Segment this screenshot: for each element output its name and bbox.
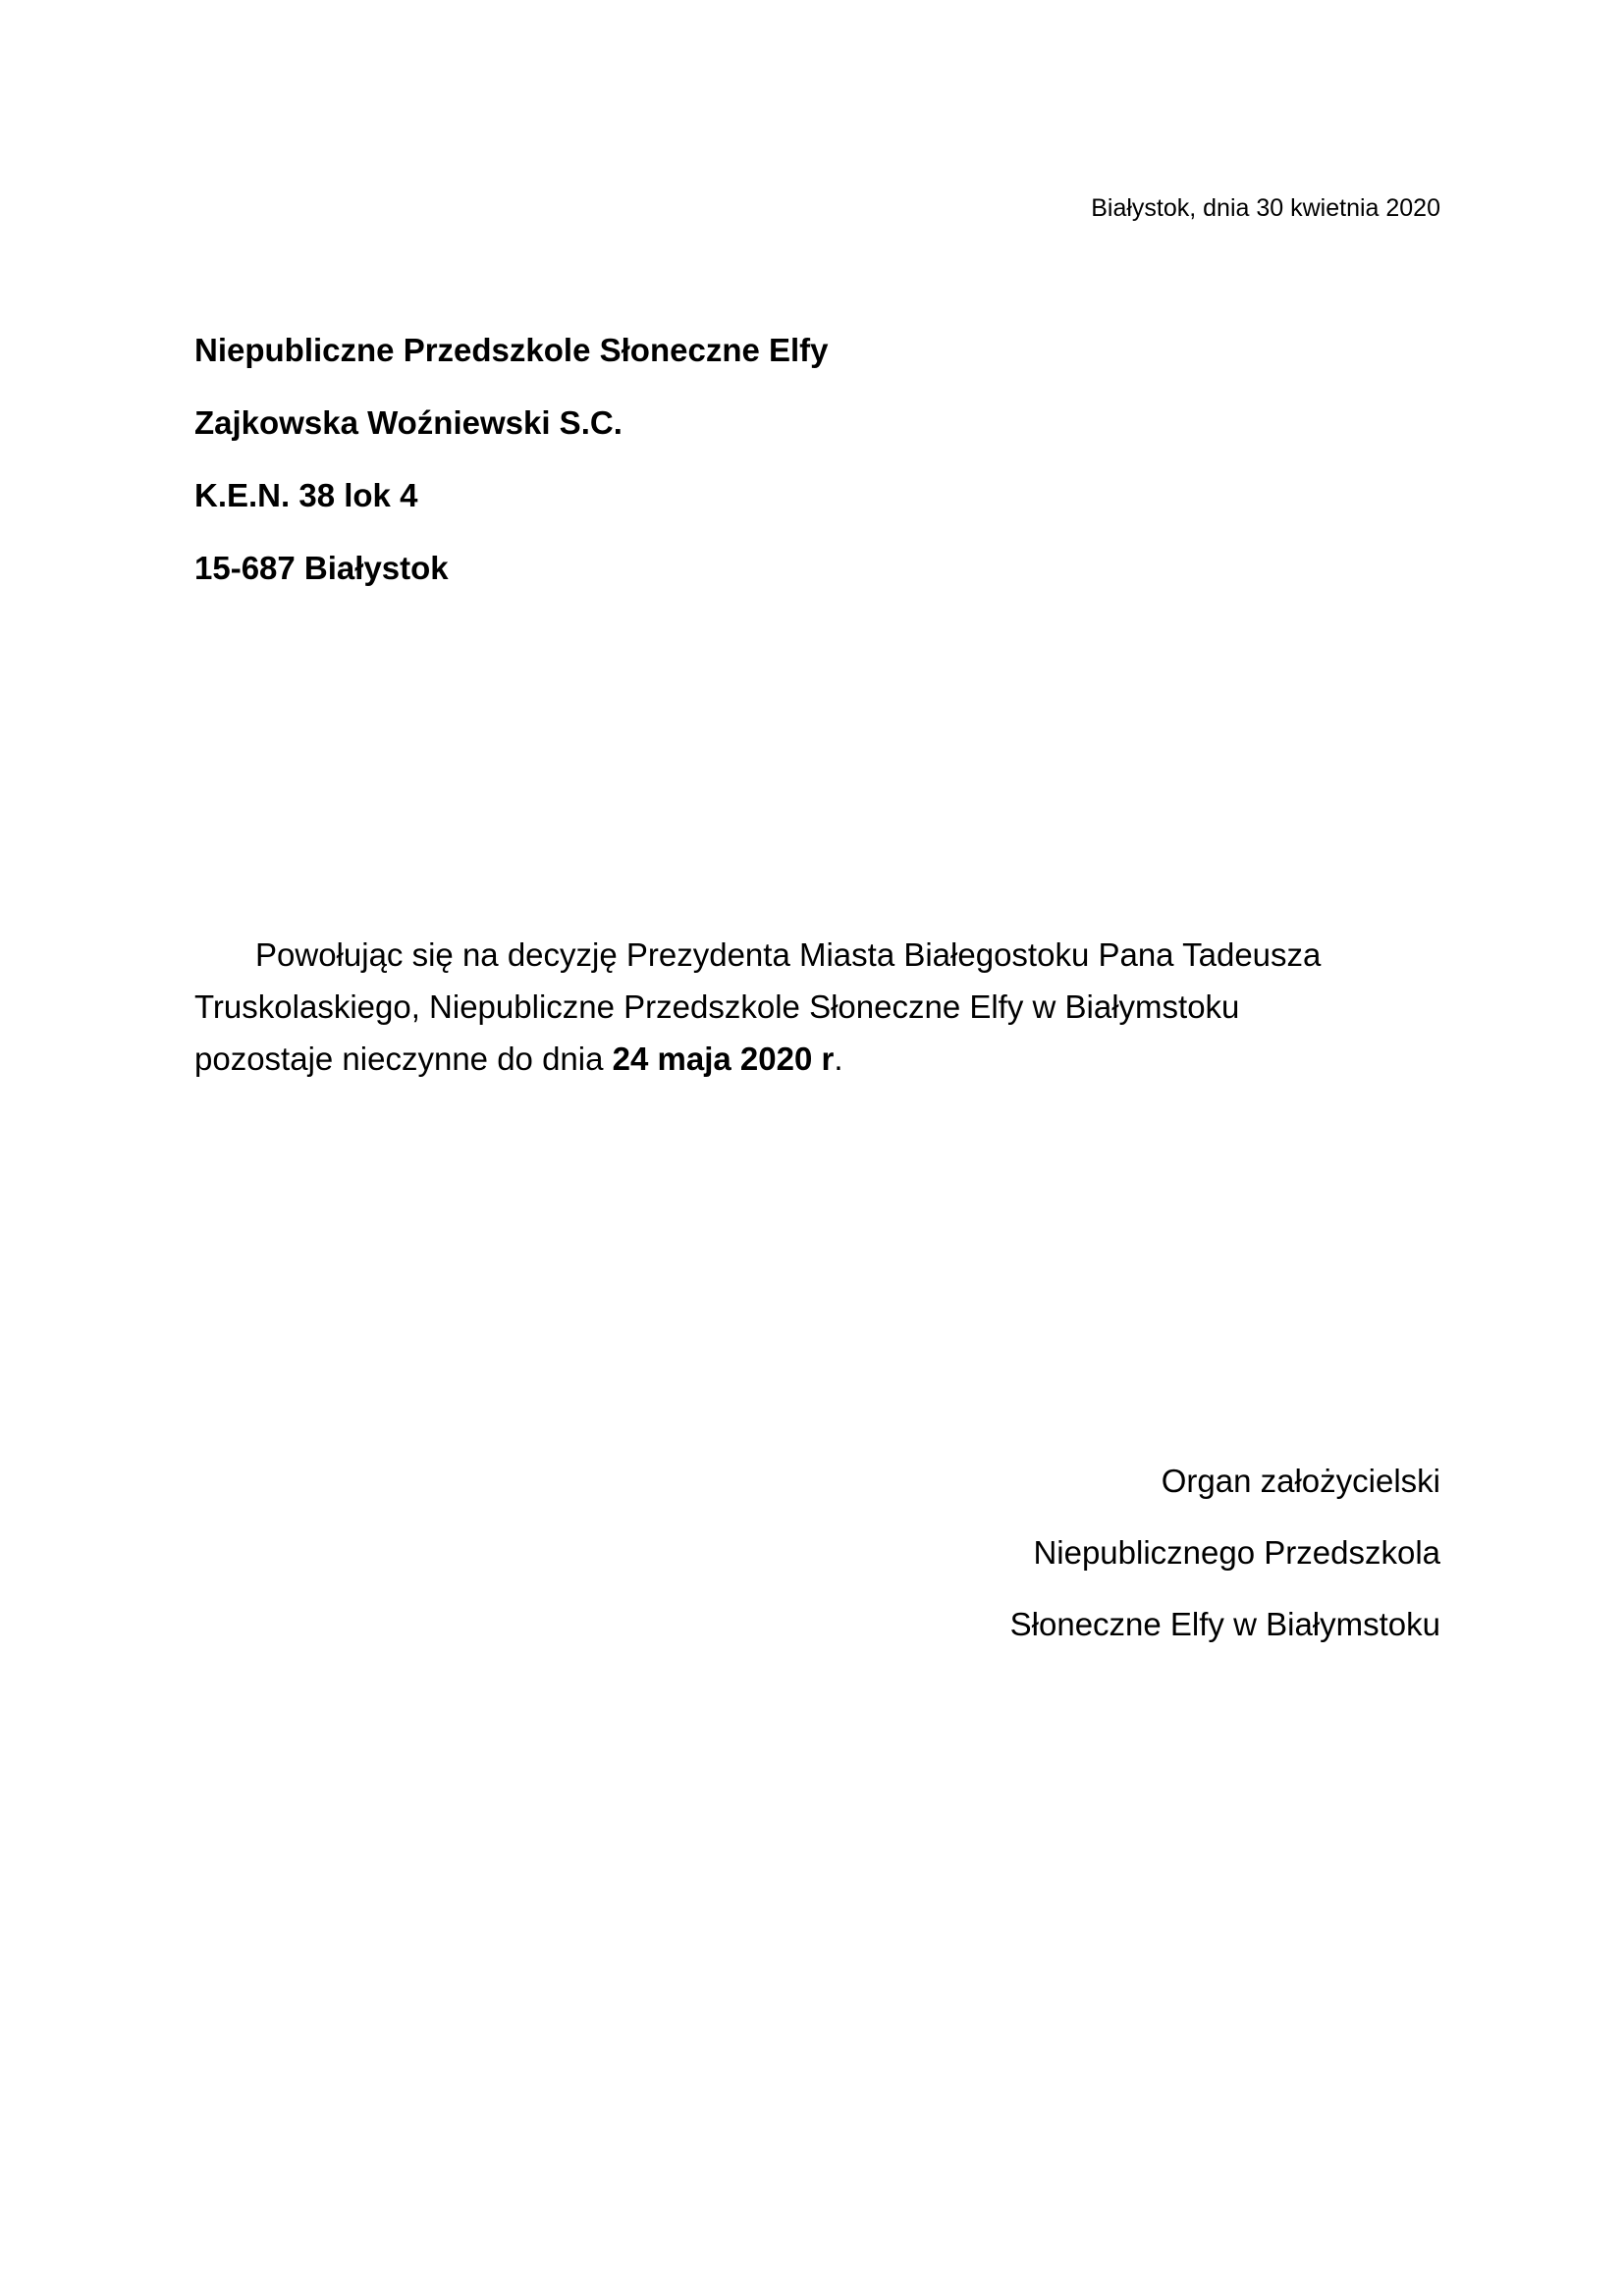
signature-line-1: Organ założycielski: [1161, 1463, 1440, 1499]
recipient-address: [194, 330, 829, 620]
letter-body: [194, 929, 1432, 1085]
signature-line-2: Niepublicznego Przedszkola: [1033, 1534, 1440, 1571]
signature-line-3: Słoneczne Elfy w Białymstoku: [1009, 1606, 1440, 1642]
body-line-3-suffix: .: [834, 1041, 843, 1077]
recipient-street: K.E.N. 38 lok 4: [194, 477, 418, 513]
recipient-company: Zajkowska Woźniewski S.C.: [194, 404, 623, 441]
body-line-3-prefix: pozostaje nieczynne do dnia: [194, 1041, 613, 1077]
closing-date-suffix: r: [821, 1041, 835, 1077]
closing-date: 24 maja 2020: [612, 1041, 813, 1077]
body-line-3: [194, 1033, 1432, 1085]
signature-block: [1010, 1461, 1440, 1676]
body-line-1-text: Powołując się na decyzję Prezydenta Miasta Białegostoku Pana Tadeusza: [255, 936, 1322, 973]
date-line: Białystok, dnia 30 kwietnia 2020: [1091, 194, 1440, 222]
recipient-city: 15-687 Białystok: [194, 550, 449, 586]
recipient-name: Niepubliczne Przedszkole Słoneczne Elfy: [194, 332, 829, 368]
body-line-2: Truskolaskiego, Niepubliczne Przedszkole Słoneczne Elfy w Białymstoku: [194, 988, 1240, 1025]
body-line-1: [194, 929, 1432, 981]
